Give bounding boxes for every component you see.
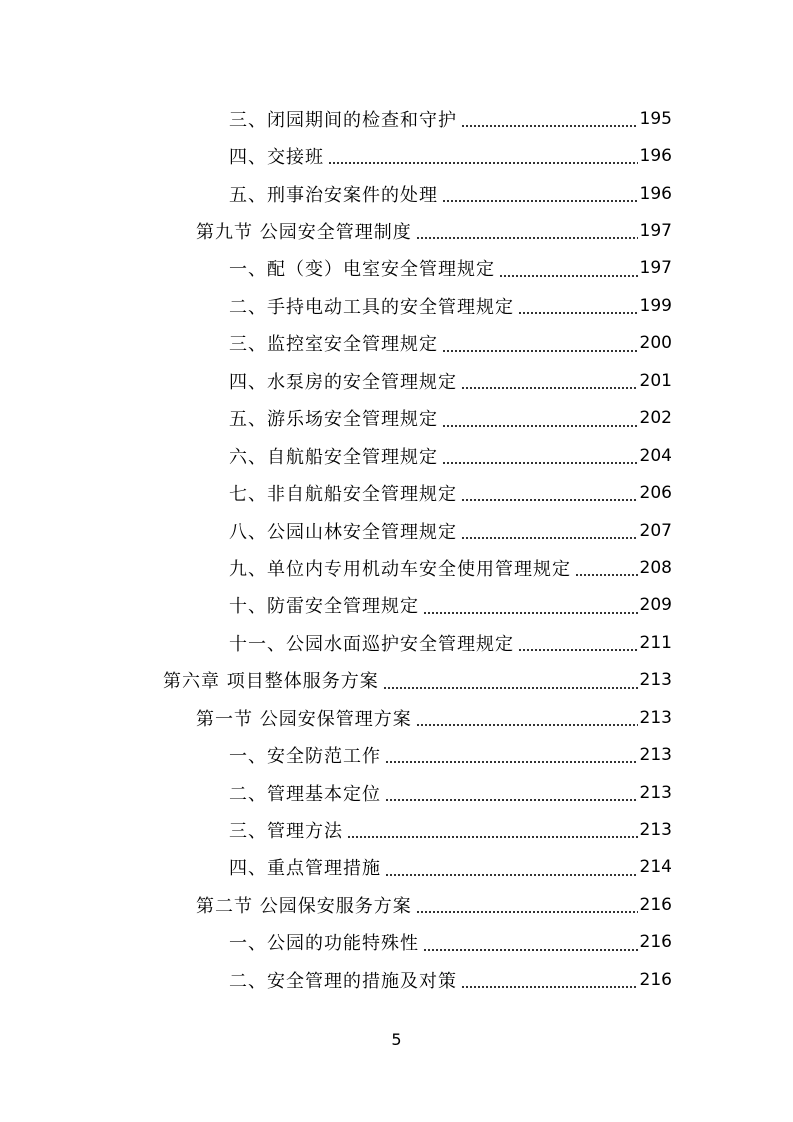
toc-entry[interactable] (0, 811, 793, 848)
toc-entry[interactable] (0, 474, 793, 511)
dot-leader (461, 100, 638, 137)
toc-entry[interactable] (0, 587, 793, 624)
toc-entry[interactable] (0, 250, 793, 287)
dot-leader (461, 474, 638, 511)
toc-entry-title: 九、单位内专用机动车安全使用管理规定 (229, 558, 571, 580)
toc-entry[interactable] (0, 100, 793, 137)
toc-entry-title: 三、管理方法 (229, 821, 343, 843)
toc-entry-page-number: 201 (639, 370, 672, 391)
toc-entry-title: 三、监控室安全管理规定 (229, 334, 438, 356)
toc-entry-title: 五、游乐场安全管理规定 (229, 409, 438, 431)
toc-entry-title: 二、手持电动工具的安全管理规定 (229, 296, 514, 318)
toc-entry-page-number: 204 (639, 445, 672, 466)
toc-entry[interactable] (0, 362, 793, 399)
toc-entry-page-number: 208 (639, 557, 672, 578)
toc-entry[interactable] (0, 736, 793, 773)
toc-entry-page-number: 202 (639, 408, 672, 429)
toc-entry-page-number: 213 (639, 782, 672, 803)
toc-entry[interactable] (0, 961, 793, 998)
toc-entry-page-number: 209 (639, 595, 672, 616)
dot-leader (518, 287, 638, 324)
dot-leader (442, 437, 638, 474)
toc-entry[interactable] (0, 662, 793, 699)
toc-entry-page-number: 213 (639, 670, 672, 691)
toc-entry-title: 四、重点管理措施 (229, 858, 381, 880)
toc-entry-title: 第一节 公园安保管理方案 (196, 708, 412, 730)
toc-entry-title: 五、刑事治安案件的处理 (229, 184, 438, 206)
toc-entry[interactable] (0, 325, 793, 362)
dot-leader (383, 662, 638, 699)
toc-entry-page-number: 199 (639, 295, 672, 316)
toc-entry-page-number: 206 (639, 483, 672, 504)
toc-entry[interactable] (0, 849, 793, 886)
toc-entry-title: 二、安全管理的措施及对策 (229, 970, 457, 992)
dot-leader (461, 512, 638, 549)
toc-entry-page-number: 213 (639, 745, 672, 766)
dot-leader (461, 362, 638, 399)
toc-entry-title: 四、交接班 (229, 147, 324, 169)
toc-entry-page-number: 213 (639, 707, 672, 728)
toc-entry-page-number: 211 (639, 632, 672, 653)
toc-entry-page-number: 214 (639, 857, 672, 878)
toc-entry-page-number: 196 (639, 183, 672, 204)
toc-entry-title: 三、闭园期间的检查和守护 (229, 109, 457, 131)
table-of-contents (0, 100, 793, 999)
dot-leader (442, 400, 638, 437)
toc-entry[interactable] (0, 437, 793, 474)
toc-entry-page-number: 216 (639, 969, 672, 990)
toc-entry-page-number: 200 (639, 333, 672, 354)
toc-entry-title: 一、安全防范工作 (229, 746, 381, 768)
toc-entry-page-number: 195 (639, 108, 672, 129)
dot-leader (518, 624, 638, 661)
dot-leader (416, 699, 638, 736)
toc-entry[interactable] (0, 924, 793, 961)
toc-entry-page-number: 196 (639, 146, 672, 167)
toc-entry-title: 六、自航船安全管理规定 (229, 446, 438, 468)
toc-entry-title: 一、公园的功能特殊性 (229, 933, 419, 955)
dot-leader (385, 849, 638, 886)
toc-entry[interactable] (0, 699, 793, 736)
toc-entry-title: 四、水泵房的安全管理规定 (229, 371, 457, 393)
toc-entry-title: 七、非自航船安全管理规定 (229, 484, 457, 506)
dot-leader (416, 886, 638, 923)
toc-entry[interactable] (0, 137, 793, 174)
toc-entry-title: 第九节 公园安全管理制度 (196, 222, 412, 244)
toc-entry[interactable] (0, 624, 793, 661)
dot-leader (499, 250, 638, 287)
dot-leader (385, 774, 638, 811)
toc-entry-page-number: 216 (639, 894, 672, 915)
toc-entry[interactable] (0, 212, 793, 249)
toc-entry[interactable] (0, 886, 793, 923)
toc-entry-page-number: 213 (639, 820, 672, 841)
toc-entry[interactable] (0, 774, 793, 811)
toc-entry[interactable] (0, 549, 793, 586)
toc-entry-page-number: 197 (639, 258, 672, 279)
toc-entry-page-number: 197 (639, 221, 672, 242)
toc-entry[interactable] (0, 287, 793, 324)
toc-entry-title: 第六章 项目整体服务方案 (163, 671, 379, 693)
toc-entry-title: 十一、公园水面巡护安全管理规定 (229, 633, 514, 655)
dot-leader (461, 961, 638, 998)
dot-leader (423, 924, 638, 961)
toc-entry-page-number: 216 (639, 932, 672, 953)
toc-entry-title: 十、防雷安全管理规定 (229, 596, 419, 618)
toc-entry-title: 二、管理基本定位 (229, 783, 381, 805)
toc-entry[interactable] (0, 175, 793, 212)
toc-entry-page-number: 207 (639, 520, 672, 541)
toc-entry-title: 第二节 公园保安服务方案 (196, 895, 412, 917)
page-number: 5 (391, 1030, 402, 1049)
dot-leader (347, 811, 638, 848)
dot-leader (416, 212, 638, 249)
dot-leader (385, 736, 638, 773)
toc-entry-title: 一、配（变）电室安全管理规定 (229, 259, 495, 281)
dot-leader (442, 175, 638, 212)
toc-entry-title: 八、公园山林安全管理规定 (229, 521, 457, 543)
dot-leader (328, 137, 638, 174)
dot-leader (423, 587, 638, 624)
dot-leader (442, 325, 638, 362)
dot-leader (575, 549, 638, 586)
toc-entry[interactable] (0, 512, 793, 549)
toc-entry[interactable] (0, 400, 793, 437)
